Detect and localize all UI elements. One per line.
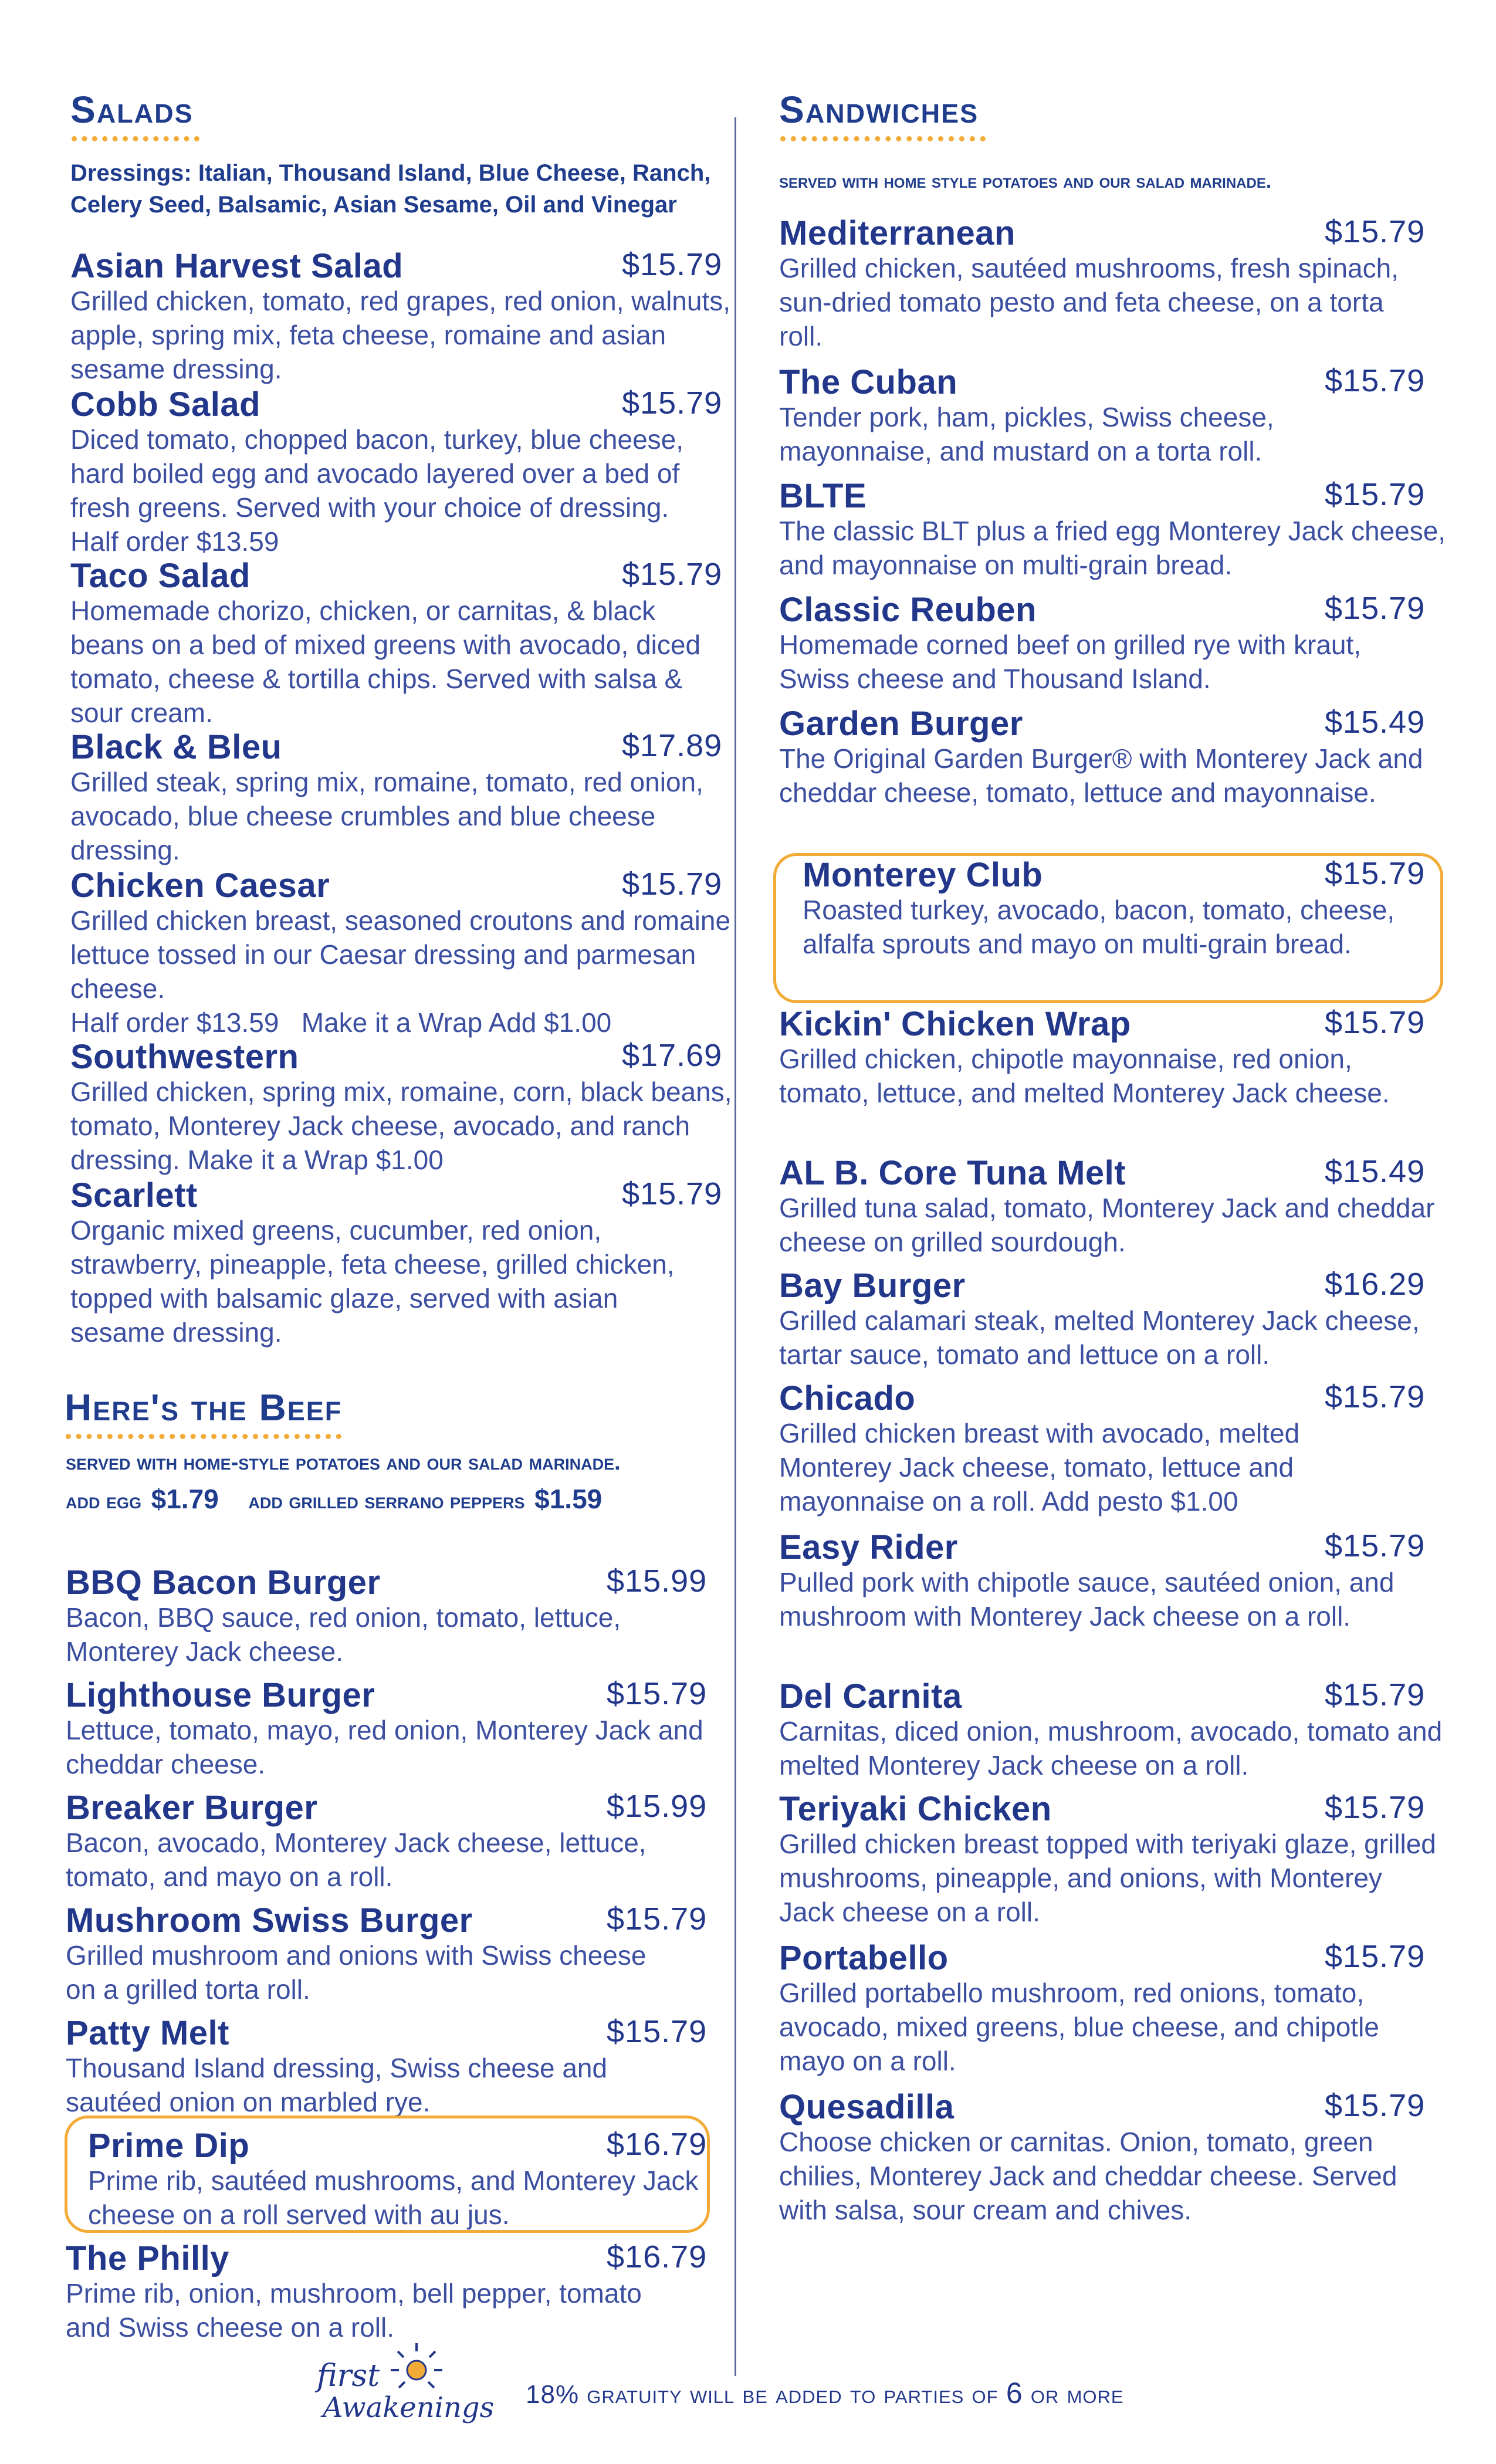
item-name: Cobb Salad <box>70 385 261 424</box>
item-desc: Grilled chicken breast topped with teriyaki glaze, grilled mushrooms, pineapple, and onions, with Monterey Jack cheese on a roll. <box>779 1829 1436 1927</box>
gratuity-post: or more <box>1023 2380 1124 2409</box>
item-name: The Philly <box>66 2239 229 2277</box>
item-price: $15.79 <box>1325 856 1426 891</box>
item-price: $15.79 <box>1325 1379 1426 1414</box>
item-price: $15.79 <box>607 1901 708 1937</box>
item-desc: Homemade corned beef on grilled rye with kraut, Swiss cheese and Thousand Island. <box>779 629 1362 694</box>
addon-serrano-price: $1.59 <box>534 1484 603 1514</box>
item-desc: Grilled mushroom and onions with Swiss cheese on a grilled torta roll. <box>66 1940 647 2005</box>
item-price: $15.49 <box>1325 705 1426 740</box>
item-name: Prime Dip <box>88 2127 250 2165</box>
gratuity-num: 6 <box>1006 2377 1023 2409</box>
item-desc: Roasted turkey, avocado, bacon, tomato, cheese, alfalfa sprouts and mayo on multi-grain bread. <box>803 895 1395 959</box>
item-desc: Homemade chorizo, chicken, or carnitas, & black beans on a bed of mixed greens with avocado, diced tomato, cheese & tortilla chips. Served with salsa & sour cream. <box>70 595 701 728</box>
item-name: Garden Burger <box>779 705 1023 743</box>
item-desc: Grilled chicken, sautéed mushrooms, fresh spinach, sun-dried tomato pesto and feta cheese, on a torta roll. <box>779 253 1399 351</box>
column-divider <box>735 117 736 2376</box>
item-name: Classic Reuben <box>779 591 1037 629</box>
item-price: $17.89 <box>622 728 723 763</box>
item-name: BBQ Bacon Burger <box>66 1563 381 1602</box>
item-price: $15.99 <box>607 1563 708 1599</box>
item-desc: Thousand Island dressing, Swiss cheese and sautéed onion on marbled rye. <box>66 2053 608 2117</box>
item-name: Bay Burger <box>779 1267 966 1305</box>
item-name: Quesadilla <box>779 2088 955 2126</box>
logo-text-awakenings: Awakenings <box>323 2391 495 2424</box>
item-price: $17.69 <box>622 1038 723 1073</box>
dressings-line-2: Celery Seed, Balsamic, Asian Sesame, Oil and Vinegar <box>70 192 677 218</box>
gratuity-pre: 18% gratuity will be added to parties of <box>526 2380 1006 2409</box>
item-name: Asian Harvest Salad <box>70 247 404 285</box>
item-price: $15.79 <box>1325 1528 1426 1563</box>
beef-dots <box>66 1434 341 1439</box>
item-price: $15.79 <box>1325 363 1426 398</box>
item-price: $16.29 <box>1325 1267 1426 1302</box>
item-desc: Grilled calamari steak, melted Monterey Jack cheese, tartar sauce, tomato and lettuce on a roll. <box>779 1305 1420 1370</box>
sandwiches-dots <box>780 136 986 141</box>
item-name: Black & Bleu <box>70 728 282 766</box>
item-name: Patty Melt <box>66 2014 229 2052</box>
item-desc: Carnitas, diced onion, mushroom, avocado, tomato and melted Monterey Jack cheese on a roll. <box>779 1716 1443 1781</box>
item-price: $15.99 <box>607 1789 708 1824</box>
item-desc: Grilled portabello mushroom, red onions, tomato, avocado, mixed greens, blue cheese, and chipotle mayo on a roll. <box>779 1978 1379 2076</box>
item-name: Taco Salad <box>70 557 251 595</box>
item-desc: Lettuce, tomato, mayo, red onion, Monterey Jack and cheddar cheese. <box>66 1715 703 1779</box>
item-desc: Prime rib, sautéed mushrooms, and Monterey Jack cheese on a roll served with au jus. <box>88 2165 699 2230</box>
item-name: Chicado <box>779 1379 916 1417</box>
item-price: $15.79 <box>607 1676 708 1711</box>
salads-title: Salads <box>70 89 194 131</box>
logo-text-first: first <box>317 2358 380 2394</box>
addon-serrano-label: add grilled serrano peppers <box>248 1489 525 1514</box>
item-desc: Grilled chicken breast, seasoned croutons and romaine lettuce tossed in our Caesar dressing and parmesan cheese. <box>70 905 731 1004</box>
item-desc: Grilled tuna salad, tomato, Monterey Jack and cheddar cheese on grilled sourdough. <box>779 1193 1435 1257</box>
item-price: $16.79 <box>607 2239 708 2275</box>
sandwiches-title: Sandwiches <box>779 89 979 131</box>
item-desc: Prime rib, onion, mushroom, bell pepper, tomato and Swiss cheese on a roll. <box>66 2278 642 2343</box>
item-price: $15.79 <box>1325 2088 1426 2123</box>
item-name: Easy Rider <box>779 1528 958 1566</box>
item-desc: Grilled chicken breast with avocado, melted Monterey Jack cheese, tomato, lettuce and mayonnaise on a roll. Add pesto $1.00 <box>779 1418 1300 1517</box>
salads-dots <box>72 136 199 141</box>
item-price: $15.79 <box>622 867 723 902</box>
item-desc: Grilled chicken, tomato, red grapes, red onion, walnuts, apple, spring mix, feta cheese, romaine and asian sesame dressing. <box>70 286 731 384</box>
item-desc: The classic BLT plus a fried egg Monterey Jack cheese, and mayonnaise on multi-grain bread. <box>779 516 1446 580</box>
beef-served-note: served with home-style potatoes and our salad marinade. <box>66 1450 621 1475</box>
item-desc: Diced tomato, chopped bacon, turkey, blue cheese, hard boiled egg and avocado layered over a bed of fresh greens. Served with your choice of dressing. Half order $13.59 <box>70 424 684 557</box>
item-desc: Grilled chicken, spring mix, romaine, corn, black beans, tomato, Monterey Jack cheese, avocado, and ranch dressing. Make it a Wrap $1.00 <box>70 1077 732 1175</box>
item-desc: Choose chicken or carnitas. Onion, tomato, green chilies, Monterey Jack and cheddar cheese. Served with salsa, sour cream and chives. <box>779 2127 1397 2225</box>
item-price: $15.79 <box>622 247 723 282</box>
item-name: Mediterranean <box>779 214 1016 252</box>
item-desc: Grilled steak, spring mix, romaine, tomato, red onion, avocado, blue cheese crumbles and blue cheese dressing. <box>70 767 703 865</box>
item-name: Kickin' Chicken Wrap <box>779 1005 1131 1043</box>
beef-addons <box>66 1483 602 1517</box>
item-price: $15.79 <box>1325 1939 1426 1974</box>
item-price: $15.79 <box>622 557 723 592</box>
dressings-line-1: Dressings: Italian, Thousand Island, Blue Cheese, Ranch, <box>70 160 711 186</box>
item-name: Scarlett <box>70 1176 198 1214</box>
item-name: Del Carnita <box>779 1677 962 1715</box>
item-name: Chicken Caesar <box>70 867 330 905</box>
item-price: $16.79 <box>607 2127 708 2162</box>
addon-egg-price: $1.79 <box>151 1484 219 1514</box>
beef-title: Here's the Beef <box>65 1386 343 1429</box>
item-desc: Bacon, BBQ sauce, red onion, tomato, lettuce, Monterey Jack cheese. <box>66 1602 621 1667</box>
item-name: Monterey Club <box>803 856 1043 894</box>
item-price: $15.49 <box>1325 1154 1426 1189</box>
item-desc: The Original Garden Burger® with Monterey Jack and cheddar cheese, tomato, lettuce and mayonnaise. <box>779 743 1423 808</box>
item-extra: Half order $13.59 Make it a Wrap Add $1.00 <box>70 1007 612 1038</box>
item-price: $15.79 <box>1325 214 1426 249</box>
item-name: Mushroom Swiss Burger <box>66 1901 473 1940</box>
item-desc: Bacon, avocado, Monterey Jack cheese, lettuce, tomato, and mayo on a roll. <box>66 1827 647 1892</box>
item-price: $15.79 <box>607 2014 708 2049</box>
item-price: $15.79 <box>1325 1005 1426 1040</box>
item-price: $15.79 <box>1325 1677 1426 1712</box>
item-desc: Pulled pork with chipotle sauce, sautéed onion, and mushroom with Monterey Jack cheese on a roll. <box>779 1567 1395 1632</box>
first-awakenings-logo <box>299 2341 493 2435</box>
item-desc: Grilled chicken, chipotle mayonnaise, red onion, tomato, lettuce, and melted Monterey Jack cheese. <box>779 1044 1390 1108</box>
item-name: The Cuban <box>779 363 958 401</box>
item-price: $15.79 <box>1325 477 1426 512</box>
item-price: $15.79 <box>622 1176 723 1211</box>
item-name: Lighthouse Burger <box>66 1676 375 1714</box>
item-name: Southwestern <box>70 1038 299 1076</box>
item-name: Portabello <box>779 1939 949 1977</box>
item-price: $15.79 <box>1325 591 1426 626</box>
item-price: $15.79 <box>622 385 723 421</box>
item-desc: Organic mixed greens, cucumber, red onion, strawberry, pineapple, feta cheese, grilled chicken, topped with balsamic glaze, served with asian sesame dressing. <box>70 1215 675 1348</box>
item-price: $15.79 <box>1325 1790 1426 1825</box>
item-desc: Tender pork, ham, pickles, Swiss cheese, mayonnaise, and mustard on a torta roll. <box>779 402 1274 466</box>
item-name: Breaker Burger <box>66 1789 318 1827</box>
sandwiches-served-note: served with home style potatoes and our salad marinade. <box>779 170 1272 192</box>
addon-egg-label: add egg <box>66 1489 142 1514</box>
item-name: Teriyaki Chicken <box>779 1790 1052 1828</box>
item-name: AL B. Core Tuna Melt <box>779 1154 1126 1192</box>
gratuity-note <box>526 2376 1124 2410</box>
item-name: BLTE <box>779 477 867 515</box>
